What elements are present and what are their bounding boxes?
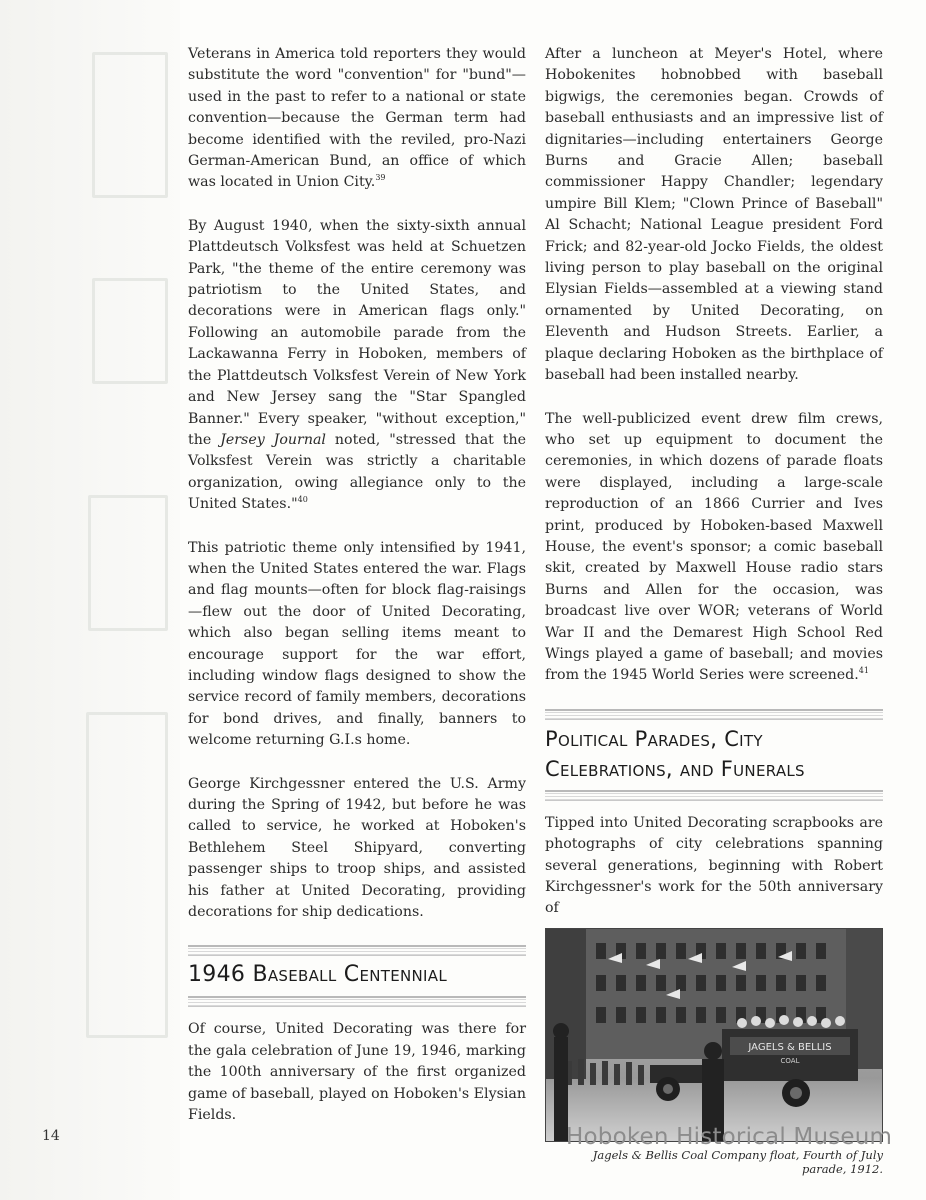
paragraph-text: noted, "stressed that the Volksfest Verein was strictly a charitable organization, owing allegiance only to the United States." [188,431,527,513]
paragraph [188,216,526,516]
right-column [545,44,883,1176]
paragraph-text: Veterans in America told reporters they would substitute the word "convention" for "bund"— used in the past to refer to a national or state convention—because the German term had become identified with the reviled, pro-Nazi German-American Bund, an office of which was located in Union City. [188,46,526,191]
publication-title: Jersey Journal [220,431,326,448]
section-heading-block [188,945,526,1007]
page-number: 14 [42,1128,60,1144]
paragraph-text: The well-publicized event drew film crews, who set up equipment to document the ceremonies, in which dozens of parade floats were displayed, including a large-scale reproduction of an 1866 Currier and Ives print, produced by Hoboken-based Maxwell House, the event's sponsor; a comic baseball skit, created by Maxwell House radio stars Burns and Allen for the occasion, was broadcast live over WOR; veterans of World War II and the Demarest High School Red Wings played a game of baseball; and movies from the 1945 World Series were screened. [545,410,883,684]
bleed-through-frame [88,495,168,631]
float-sign-text: JAGELS & BELLIS [748,1041,832,1053]
section-heading-block [545,709,883,801]
left-column [188,44,526,1148]
parade-photo [545,928,883,1142]
paragraph: George Kirchgessner entered the U.S. Army during the Spring of 1942, but before he was called to service, he worked at Hoboken's Bethlehem Steel Shipyard, converting passenger ships to troop ships, and assisted his father at United Decorating, providing decorations for ship dedications. [188,775,526,921]
section-heading: 1946 Baseball Centennial [188,962,447,988]
paragraph [188,44,526,194]
heading-rule [188,945,526,956]
parade-photo-illustration [546,929,882,1141]
photo-caption: Jagels & Bellis Coal Company float, Fourth of July parade, 1912. [592,1147,883,1176]
paragraph: Of course, United Decorating was there for the gala celebration of June 19, 1946, marking the 100th anniversary of the first organized game of baseball, played on Hoboken's Elysian Fields. [188,1021,527,1124]
heading-rule [545,709,883,720]
bleed-through-frame [86,712,168,1038]
footnote-ref: 41 [858,666,869,676]
paragraph: This patriotic theme only intensified by 1941, when the United States entered the war. Flags and flag mounts—often for block flag-raisings—flew out the door of United Decorating, which also began selling items meant to encourage support for the war effort, including window flags designed to show the service record of family members, decorations for bond drives, and finally, banners to welcome returning G.I.s home. [188,539,526,749]
bleed-through-frame [92,52,168,198]
footnote-ref: 40 [297,495,308,505]
heading-rule [188,996,526,1007]
paragraph: After a luncheon at Meyer's Hotel, where Hobokenites hobnobbed with baseball bigwigs, the ceremonies began. Crowds of baseball enthusiasts and an impressive list of dignitaries—including entertainers George Burns and Gracie Allen; baseball commissioner Happy Chandler; legendary umpire Bill Klem; "Clown Prince of Baseball" Al Schacht; National League president Ford Frick; and 82-year-old Jocko Fields, the oldest living person to play baseball on the original Elysian Fields—assembled at a viewing stand ornamented by United Decorating, on Eleventh and Hudson Streets. Earlier, a plaque declaring Hoboken as the birthplace of baseball had been installed nearby. [545,46,883,384]
footnote-ref: 39 [375,173,386,183]
paragraph: Tipped into United Decorating scrapbooks are photographs of city celebrations spanning several generations, beginning with Robert Kirchgessner's work for the 50th anniversary of [545,814,883,917]
paragraph [545,409,883,687]
bleed-through-frame [92,278,168,384]
facing-page-bleed-through [0,0,180,1200]
float-sign-text: COAL [780,1056,800,1065]
museum-watermark: Hoboken Historical Museum [566,1124,893,1150]
heading-rule [545,790,883,801]
section-heading: Political Parades, City Celebrations, and Funerals [545,726,805,781]
paragraph-text: By August 1940, when the sixty-sixth annual Plattdeutsch Volksfest was held at Schuetzen Park, "the theme of the entire ceremony was patriotism to the United States, and decorations were in American flags only." Following an automobile parade from the Lackawanna Ferry in Hoboken, members of the Plattdeutsch Volksfest Verein of New York and New Jersey sang the "Star Spangled Banner." Every speaker, "without exception," the [188,217,526,448]
